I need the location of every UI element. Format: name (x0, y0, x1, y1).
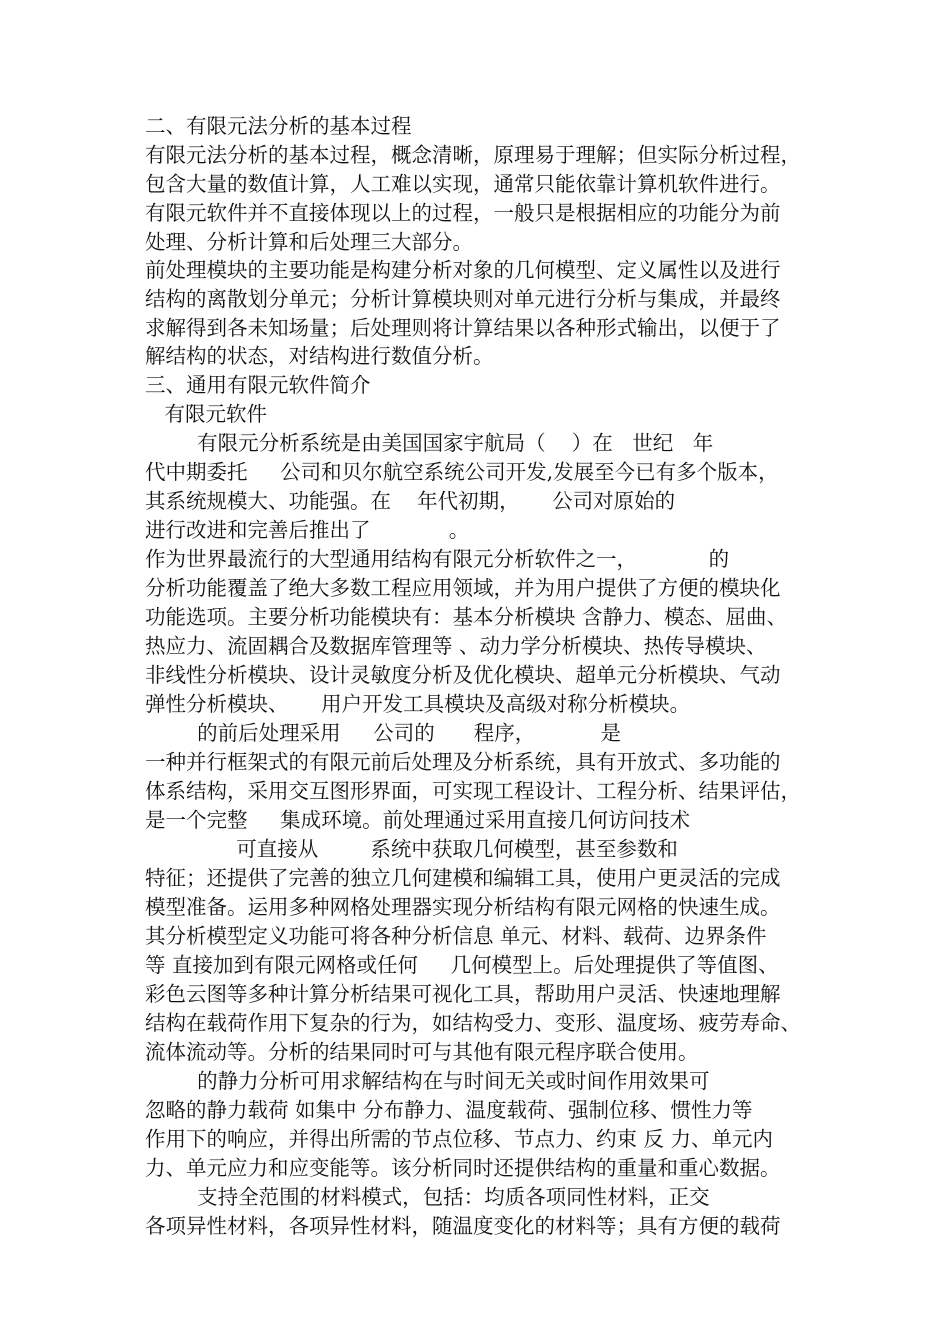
text-line: 可直接从 系统中获取几何模型，甚至参数和 (145, 837, 678, 861)
text-line: 有限元软件并不直接体现以上的过程，一般只是根据相应的功能分为前 (145, 201, 781, 225)
text-line: 有限元分析系统是由美国国家宇航局（ ）在 世纪 年 (145, 431, 714, 455)
text-line: 彩色云图等多种计算分析结果可视化工具，帮助用户灵活、快速地理解 (145, 982, 781, 1006)
text-line: 特征；还提供了完善的独立几何建模和编辑工具，使用户更灵活的完成 (145, 866, 781, 890)
text-line: 功能选项。主要分析功能模块有：基本分析模块 含静力、模态、屈曲、 (145, 605, 788, 629)
text-line: 分析功能覆盖了绝大多数工程应用领域，并为用户提供了方便的模块化 (145, 576, 781, 600)
text-line: 流体流动等。分析的结果同时可与其他有限元程序联合使用。 (145, 1040, 699, 1064)
text-line: 求解得到各未知场量；后处理则将计算结果以各种形式输出，以便于了 (145, 316, 781, 340)
section-heading: 二、有限元法分析的基本过程 (145, 114, 412, 138)
text-line: 热应力、流固耦合及数据库管理等 、动力学分析模块、热传导模块、 (145, 634, 767, 658)
text-line: 忽略的静力载荷 如集中 分布静力、温度载荷、强制位移、惯性力等 (145, 1098, 753, 1122)
text-line: 是一个完整 集成环境。前处理通过采用直接几何访问技术 (145, 808, 691, 832)
text-line: 支持全范围的材料模式，包括：均质各项同性材料，正交 (145, 1185, 710, 1209)
text-line: 前处理模块的主要功能是构建分析对象的几何模型、定义属性以及进行 (145, 258, 781, 282)
text-line: 作为世界最流行的大型通用结构有限元分析软件之一， 的 (145, 547, 730, 571)
text-line: 各项异性材料，各项异性材料，随温度变化的材料等；具有方便的载荷 (145, 1214, 781, 1238)
subsection-heading: 有限元软件 (145, 402, 268, 426)
text-line: 非线性分析模块、设计灵敏度分析及优化模块、超单元分析模块、气动 (145, 663, 781, 687)
text-line: 进行改进和完善后推出了 。 (145, 518, 470, 542)
text-line: 有限元法分析的基本过程，概念清晰，原理易于理解；但实际分析过程， (145, 143, 801, 167)
text-line: 其系统规模大、功能强。在 年代初期， 公司对原始的 (145, 489, 676, 513)
text-line: 一种并行框架式的有限元前后处理及分析系统，具有开放式、多功能的 (145, 750, 781, 774)
text-line: 力、单元应力和应变能等。该分析同时还提供结构的重量和重心数据。 (145, 1156, 781, 1180)
text-line: 弹性分析模块、 用户开发工具模块及高级对称分析模块。 (145, 692, 691, 716)
section-heading: 三、通用有限元软件简介 (145, 373, 371, 397)
text-line: 处理、分析计算和后处理三大部分。 (145, 230, 473, 254)
text-line: 的前后处理采用 公司的 程序， 是 (145, 721, 621, 745)
text-line: 其分析模型定义功能可将各种分析信息 单元、材料、载荷、边界条件 (145, 924, 767, 948)
text-line: 结构在载荷作用下复杂的行为，如结构受力、变形、温度场、疲劳寿命、 (145, 1011, 801, 1035)
text-line: 体系结构，采用交互图形界面，可实现工程设计、工程分析、结果评估， (145, 779, 801, 803)
text-line: 作用下的响应，并得出所需的节点位移、节点力、约束 反 力、单元内 (145, 1127, 774, 1151)
text-line: 结构的离散划分单元；分析计算模块则对单元进行分析与集成，并最终 (145, 287, 781, 311)
text-line: 解结构的状态，对结构进行数值分析。 (145, 344, 494, 368)
text-line: 模型准备。运用多种网格处理器实现分析结构有限元网格的快速生成。 (145, 895, 781, 919)
text-line: 的静力分析可用求解结构在与时间无关或时间作用效果可 (145, 1069, 710, 1093)
text-line: 等 直接加到有限元网格或任何 几何模型上。后处理提供了等值图、 (145, 953, 779, 977)
text-line: 代中期委托 公司和贝尔航空系统公司开发,发展至今已有多个版本， (145, 460, 779, 484)
text-line: 包含大量的数值计算，人工难以实现，通常只能依靠计算机软件进行。 (145, 172, 781, 196)
